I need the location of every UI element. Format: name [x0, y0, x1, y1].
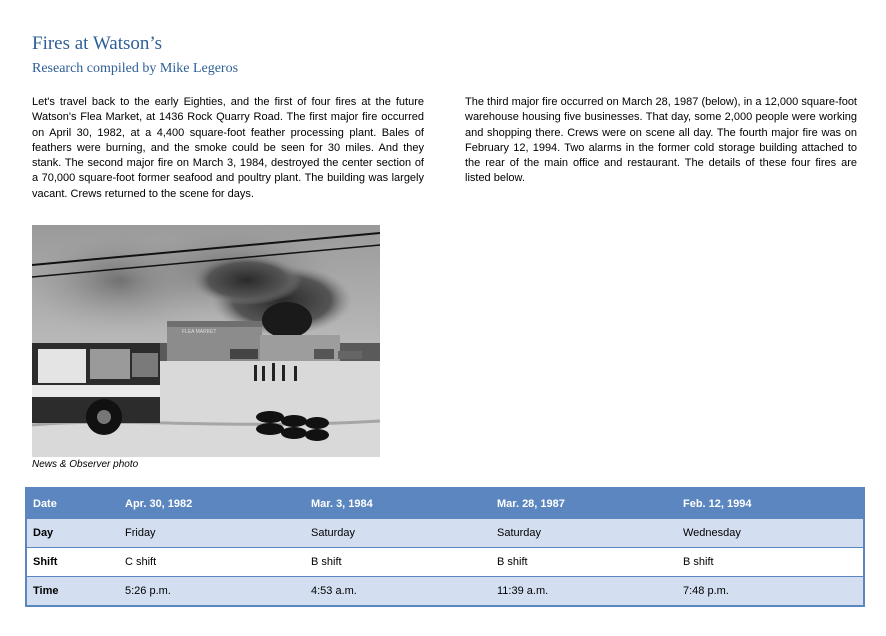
- table-cell: Saturday: [491, 519, 677, 548]
- row-label-time: Time: [26, 577, 119, 607]
- table-row-time: [26, 577, 864, 607]
- building-sign: FLEA MARKET: [182, 329, 217, 335]
- table-row-shift: [26, 548, 864, 577]
- intro-paragraph: Let's travel back to the early Eighties, and the first of four fires at the future Watson's Flea Market, at 1436 Rock Quarry Road. The first major fire occurred on April 30, 1982, at a 4,400 square-foot feather processing plant. Bales of feathers were burning, and the smoke could be seen for 30 miles. And they stank. The second major fire on March 3, 1984, destroyed the center section of a 70,000 square-foot former seafood and poultry plant. The building was largely vacant. Crews returned to the scene for days.: [32, 96, 424, 200]
- table-cell: B shift: [677, 548, 864, 577]
- fire-photo-illustration: [32, 225, 380, 457]
- header-cell-date-4: Feb. 12, 1994: [677, 488, 864, 519]
- table-cell: 7:48 p.m.: [677, 577, 864, 607]
- table-cell: 11:39 a.m.: [491, 577, 677, 607]
- page-title: Fires at Watson’s: [32, 33, 163, 54]
- table-cell: Saturday: [305, 519, 491, 548]
- detail-paragraph: The third major fire occurred on March 28, 1987 (below), in a 12,000 square-foot warehouse housing five businesses. That day, some 2,000 people were working and shopping there. Crews were on scene all day. The fourth major fire was on February 12, 1994. Two alarms in the former cold storage building attached to the rear of the main office and restaurant. The details of these four fires are listed below.: [465, 96, 857, 185]
- table-cell: Wednesday: [677, 519, 864, 548]
- table-cell: 5:26 p.m.: [119, 577, 305, 607]
- header-cell-label: Date: [26, 488, 119, 519]
- table-header-row: [26, 488, 864, 519]
- table-cell: Friday: [119, 519, 305, 548]
- fire-details-table: [25, 487, 865, 607]
- table-cell: 4:53 a.m.: [305, 577, 491, 607]
- table-cell: C shift: [119, 548, 305, 577]
- header-cell-date-1: Apr. 30, 1982: [119, 488, 305, 519]
- photo-caption: News & Observer photo: [32, 459, 139, 470]
- row-label-shift: Shift: [26, 548, 119, 577]
- table-cell: B shift: [305, 548, 491, 577]
- page-subtitle: Research compiled by Mike Legeros: [32, 61, 239, 76]
- header-cell-date-2: Mar. 3, 1984: [305, 488, 491, 519]
- table-row-day: [26, 519, 864, 548]
- table-cell: B shift: [491, 548, 677, 577]
- fire-photo: [32, 225, 380, 457]
- row-label-day: Day: [26, 519, 119, 548]
- header-cell-date-3: Mar. 28, 1987: [491, 488, 677, 519]
